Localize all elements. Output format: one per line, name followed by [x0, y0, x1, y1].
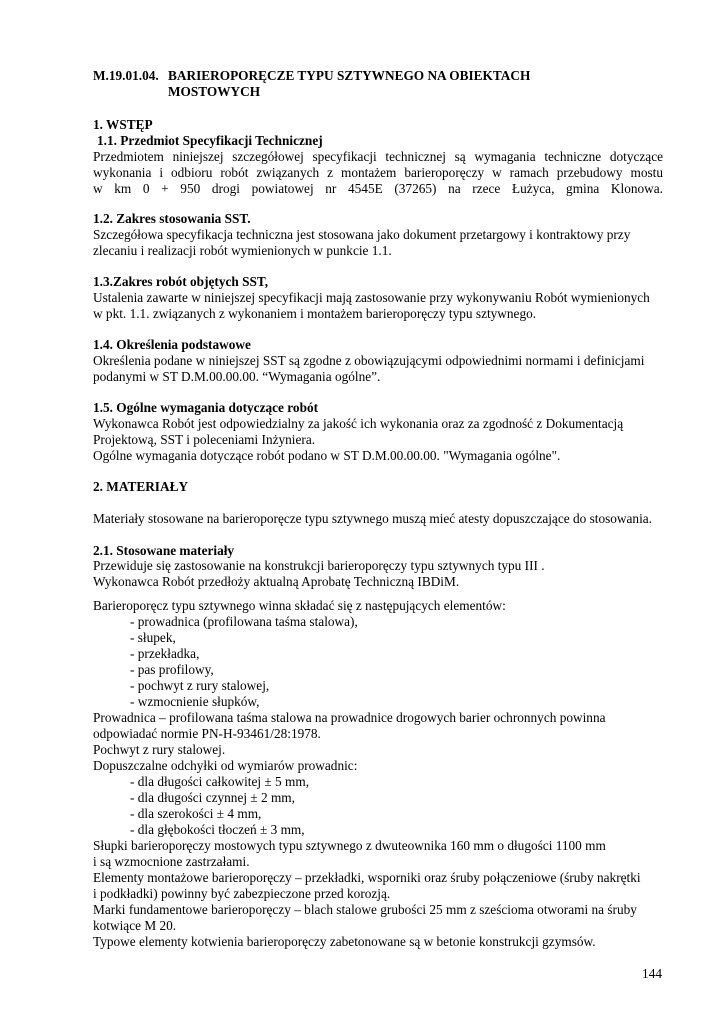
paragraph-line: Elementy montażowe barieroporęczy – przekładki, wsporniki oraz śruby połączeniowe (śruby nakrętki [93, 870, 641, 885]
section-1-5-body [93, 416, 663, 464]
list-item: - wzmocnienie słupków, [130, 694, 260, 709]
title-code: M.19.01.04. [93, 68, 159, 83]
section-1-4-body [93, 353, 663, 385]
paragraph-line: kotwiące M 20. [93, 918, 177, 933]
elements-intro: Barieroporęcz typu sztywnego winna składać się z następujących elementów: [93, 598, 506, 613]
paragraph-line: Typowe elementy kotwienia barieroporęczy zabetonowane są w betonie konstrukcji gzymsów. [93, 934, 596, 949]
document-title [93, 68, 663, 100]
section-1-2-body [93, 227, 663, 259]
paragraph-line: w pkt. 1.1. związanych z wykonaniem i montażem barieroporęczy typu sztywnego. [93, 306, 537, 321]
list-item: - prowadnica (profilowana taśma stalowa), [130, 614, 358, 629]
section-2-body: Materiały stosowane na barieroporęcze typu sztywnego muszą mieć atesty dopuszczające do stosowania. [93, 511, 653, 526]
list-item: - przekładka, [130, 646, 200, 661]
section-2-1-body [93, 558, 663, 590]
paragraph-line: Wykonawca Robót przedłoży aktualną Aprobatę Techniczną IBDiM. [93, 574, 460, 589]
paragraph-line: odpowiadać normie PN-H-93461/28:1978. [93, 726, 321, 741]
list-item: - dla długości czynnej ± 2 mm, [130, 790, 295, 805]
paragraph-line: w km 0 + 950 drogi powiatowej nr 4545E (37265) na rzece Łużyca, gmina Klonowa. [93, 181, 663, 196]
list-item: - dla długości całkowitej ± 5 mm, [130, 774, 310, 789]
paragraph-line: Przewiduje się zastosowanie na konstrukcji barieroporęczy typu sztywnych typu III . [93, 558, 545, 573]
title-line-1: BARIEROPORĘCZE TYPU SZTYWNEGO NA OBIEKTACH [168, 68, 531, 83]
paragraph-line: Wykonawca Robót jest odpowiedzialny za jakość ich wykonania oraz za zgodność z Dokumentacją [93, 416, 624, 431]
paragraph-line: Projektową, SST i poleceniami Inżyniera. [93, 432, 316, 447]
paragraph-line: Określenia podane w niniejszej SST są zgodne z obowiązującymi odpowiednimi normami i definicjami [93, 353, 645, 368]
list-item: - pas profilowy, [130, 662, 214, 677]
paragraph-line: Marki fundamentowe barieroporęczy – blach stalowe grubości 25 mm z sześcioma otworami na śruby [93, 902, 637, 917]
section-1-4-heading: 1.4. Określenia podstawowe [93, 337, 251, 352]
title-line-2: MOSTOWYCH [168, 84, 261, 99]
list-item: - słupek, [130, 630, 176, 645]
section-1-1-heading: 1.1. Przedmiot Specyfikacji Technicznej [97, 133, 323, 148]
section-1-2-heading: 1.2. Zakres stosowania SST. [93, 211, 251, 226]
paragraph-line: i podkładki) powinny być zabezpieczone przed korozją. [93, 886, 391, 901]
paragraph-line: Przedmiotem niniejszej szczegółowej specyfikacji technicznej są wymagania techniczne dotyczące [93, 149, 663, 164]
paragraph-line: wykonania i odbioru robót związanych z montażem barieroporęczy w ramach przebudowy mostu [93, 165, 663, 180]
paragraph-line: Prowadnica – profilowana taśma stalowa na prowadnice drogowych barier ochronnych powinna [93, 710, 606, 725]
paragraph-line: Ustalenia zawarte w niniejszej specyfikacji mają zastosowanie przy wykonywaniu Robót wymienionych [93, 290, 650, 305]
paragraph-line: Ogólne wymagania dotyczące robót podano w ST D.M.00.00.00. "Wymagania ogólne". [93, 448, 561, 463]
paragraph-line: Dopuszczalne odchyłki od wymiarów prowadnic: [93, 758, 358, 773]
elements-block [93, 598, 663, 950]
section-1-5-heading: 1.5. Ogólne wymagania dotyczące robót [93, 400, 319, 415]
paragraph-line: Szczegółowa specyfikacja techniczna jest stosowana jako dokument przetargowy i kontraktowy przy [93, 227, 631, 242]
paragraph-line: zlecaniu i realizacji robót wymienionych w punkcie 1.1. [93, 243, 392, 258]
list-item: - pochwyt z rury stalowej, [130, 678, 270, 693]
page-number: 144 [642, 966, 662, 981]
section-1-3-heading: 1.3.Zakres robót objętych SST, [93, 274, 269, 289]
list-item: - dla głębokości tłoczeń ± 3 mm, [130, 822, 305, 837]
paragraph-line: podanymi w ST D.M.00.00.00. “Wymagania ogólne”. [93, 369, 381, 384]
list-item: - dla szerokości ± 4 mm, [130, 806, 262, 821]
paragraph-line: Słupki barieroporęczy mostowych typu sztywnego z dwuteownika 160 mm o długości 1100 mm [93, 838, 606, 853]
section-2-heading: 2. MATERIAŁY [93, 479, 189, 494]
paragraph-line: i są wzmocnione zastrzałami. [93, 854, 250, 869]
section-1-3-body [93, 290, 663, 322]
section-1-heading: 1. WSTĘP [93, 117, 153, 132]
section-1-1-body [93, 149, 663, 197]
section-2-1-heading: 2.1. Stosowane materiały [93, 543, 235, 558]
paragraph-line: Pochwyt z rury stalowej. [93, 742, 226, 757]
